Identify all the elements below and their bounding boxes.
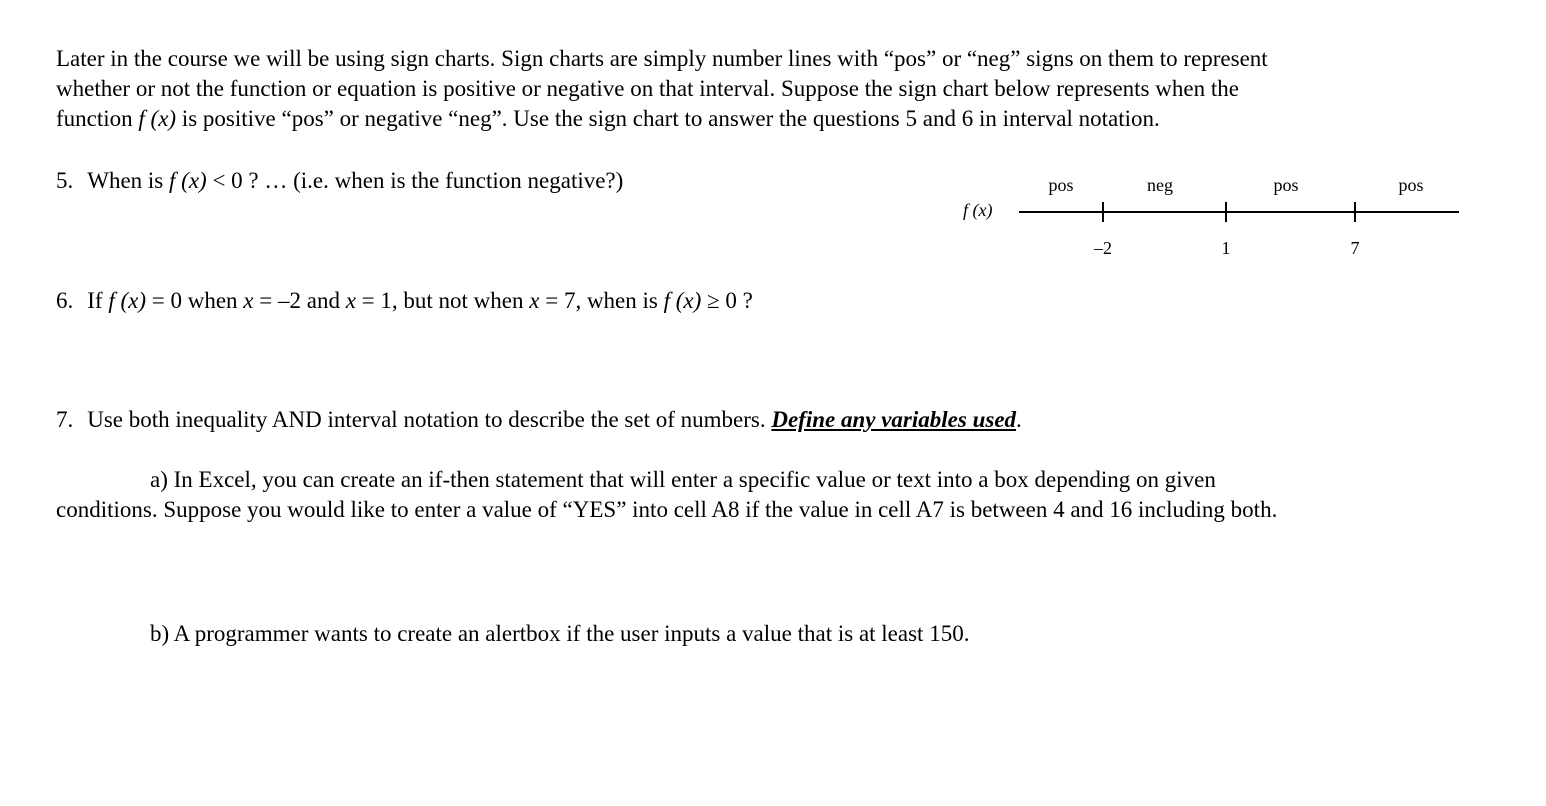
intro-line-1: Later in the course we will be using sign charts. Sign charts are simply number lines with “pos” or “neg” signs on them to represent bbox=[56, 46, 1268, 71]
question-7 bbox=[56, 405, 1022, 435]
question-5-suffix: < 0 ? … (i.e. when is the function negative?) bbox=[206, 168, 624, 193]
question-6-x-3: x bbox=[529, 288, 540, 313]
question-6-x-1: x bbox=[243, 288, 254, 313]
intro-paragraph bbox=[56, 44, 1268, 134]
question-7-emphasis: Define any variables used bbox=[771, 407, 1017, 432]
sign-chart-sign-label: neg bbox=[1147, 175, 1173, 195]
question-7-number: 7. bbox=[56, 407, 74, 432]
sign-chart-point-label: 7 bbox=[1350, 238, 1360, 258]
intro-line-2: whether or not the function or equation is positive or negative on that interval. Suppose the sign chart below represents when the bbox=[56, 76, 1239, 101]
question-6-fx-1: f (x) bbox=[108, 288, 146, 313]
intro-fx: f (x) bbox=[138, 106, 177, 131]
question-6-text-5: = 7, when is bbox=[539, 288, 664, 313]
sign-chart-tick bbox=[1102, 202, 1104, 222]
question-6-text-2: = 0 when bbox=[146, 288, 244, 313]
question-6-text-3: = –2 and bbox=[253, 288, 346, 313]
sign-chart-sign-label: pos bbox=[1398, 175, 1424, 195]
intro-line-3-end: is positive “pos” or negative “neg”. Use the sign chart to answer the questions 5 and 6 in interval notation. bbox=[176, 106, 1160, 131]
question-6-geq: ≥ bbox=[707, 288, 720, 313]
sign-chart-sign-label: pos bbox=[1048, 175, 1074, 195]
intro-line-3 bbox=[56, 104, 1268, 134]
sign-chart-point-label: 1 bbox=[1221, 238, 1231, 258]
question-5-prefix: When is bbox=[87, 168, 170, 193]
question-6-x-2: x bbox=[345, 288, 356, 313]
sign-chart bbox=[955, 165, 1475, 265]
question-7-end: . bbox=[1016, 407, 1022, 432]
question-6-fx-2: f (x) bbox=[663, 288, 702, 313]
question-5 bbox=[56, 166, 623, 196]
sign-chart-tick bbox=[1354, 202, 1356, 222]
question-7a-line-2: conditions. Suppose you would like to enter a value of “YES” into cell A8 if the value in cell A7 is between 4 and 16 including both. bbox=[56, 497, 1278, 522]
question-6 bbox=[56, 286, 753, 316]
question-5-number: 5. bbox=[56, 168, 74, 193]
sign-chart-number-line bbox=[1019, 211, 1459, 213]
sign-chart-tick bbox=[1225, 202, 1227, 222]
question-7-text: Use both inequality AND interval notation to describe the set of numbers. bbox=[87, 407, 772, 432]
sign-chart-point-label: –2 bbox=[1094, 238, 1112, 258]
question-6-text-4: = 1, but not when bbox=[355, 288, 530, 313]
question-6-text-1: If bbox=[87, 288, 109, 313]
question-7b: b) A programmer wants to create an alertbox if the user inputs a value that is at least 150. bbox=[150, 621, 970, 646]
sign-chart-function-label: f (x) bbox=[963, 200, 993, 220]
question-5-fx: f (x) bbox=[169, 168, 207, 193]
question-6-text-7: 0 ? bbox=[719, 288, 753, 313]
sign-chart-sign-label: pos bbox=[1273, 175, 1299, 195]
question-6-number: 6. bbox=[56, 288, 74, 313]
intro-line-3-start: function bbox=[56, 106, 139, 131]
question-7a-line-1: a) In Excel, you can create an if-then statement that will enter a specific value or text into a box depending on given bbox=[150, 467, 1216, 492]
